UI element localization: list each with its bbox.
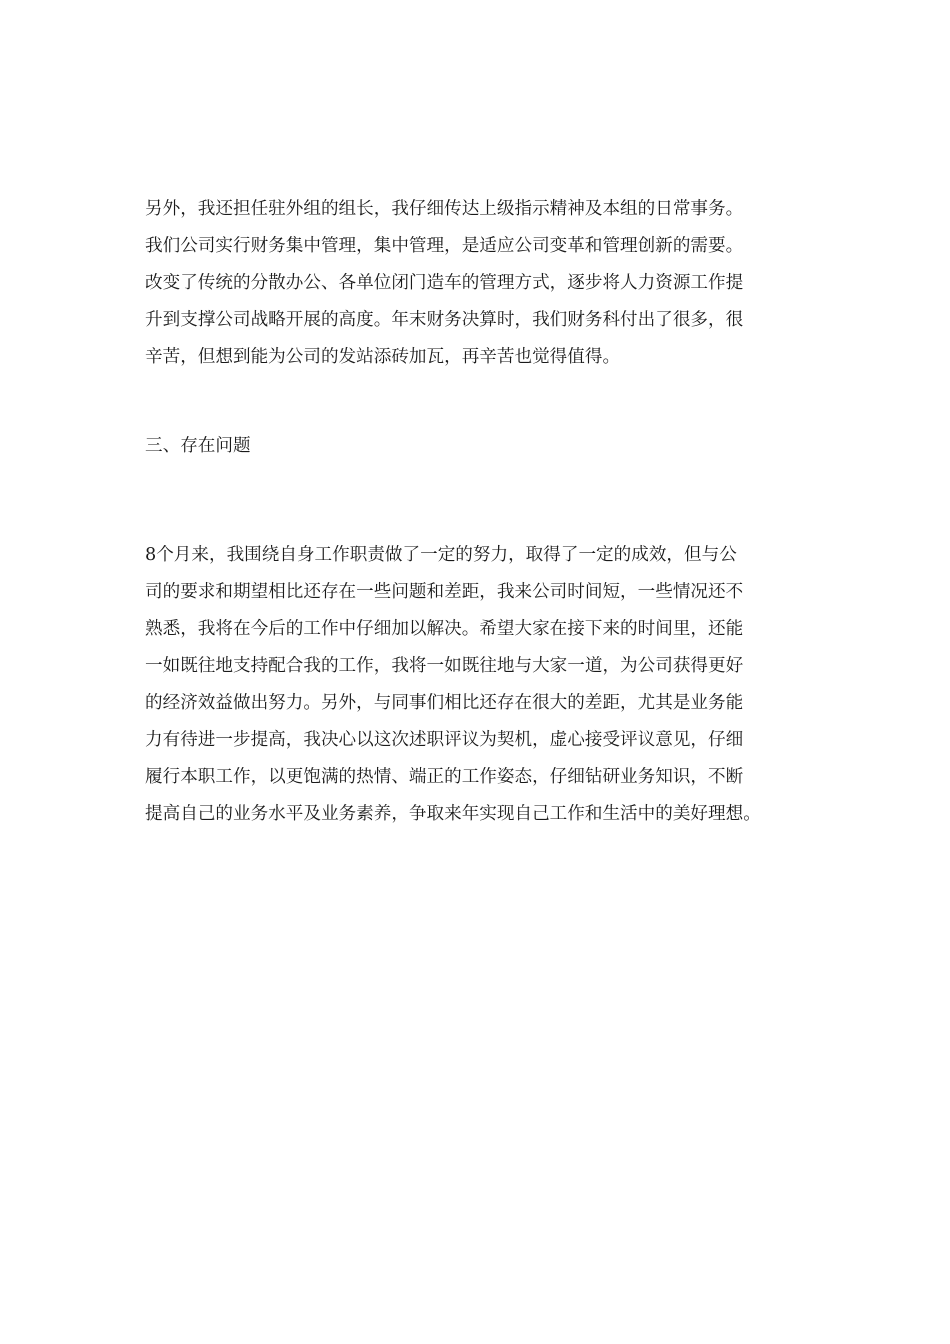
text-line: 另外，我还担任驻外组的组长，我仔细传达上级指示精神及本组的日常事务。 [145, 199, 744, 219]
text-line: 的经济效益做出努力。另外，与同事们相比还存在很大的差距，尤其是业务能 [145, 693, 744, 713]
heading-text: 三、存在问题 [145, 436, 251, 456]
text-line: 熟悉，我将在今后的工作中仔细加以解决。希望大家在接下来的时间里，还能 [145, 619, 744, 639]
text-line: 力有待进一步提高，我决心以这次述职评议为契机，虚心接受评议意见，仔细 [145, 730, 744, 750]
text-line: 履行本职工作，以更饱满的热情、端正的工作姿态，仔细钻研业务知识，不断 [145, 767, 744, 787]
text-line: 升到支撑公司战略开展的高度。年末财务决算时，我们财务科付出了很多，很 [145, 310, 744, 330]
text-line: 我们公司实行财务集中管理，集中管理，是适应公司变革和管理创新的需要。 [145, 236, 744, 256]
text-line: 一如既往地支持配合我的工作，我将一如既往地与大家一道，为公司获得更好 [145, 656, 744, 676]
text-line: 司的要求和期望相比还存在一些问题和差距，我来公司时间短，一些情况还不 [145, 582, 744, 602]
paragraph-existing-problems [145, 537, 805, 833]
document-body [145, 191, 805, 833]
text-line: 辛苦，但想到能为公司的发站添砖加瓦，再辛苦也觉得值得。 [145, 347, 621, 367]
text-line: 改变了传统的分散办公、各单位闭门造车的管理方式，逐步将人力资源工作提 [145, 273, 744, 293]
section-heading-problems [145, 428, 805, 465]
paragraph-work-summary [145, 191, 805, 376]
text-line: 8个月来，我围绕自身工作职责做了一定的努力，取得了一定的成效，但与公 [145, 545, 737, 565]
text-line: 提高自己的业务水平及业务素养，争取来年实现自己工作和生活中的美好理想。 [145, 804, 761, 824]
